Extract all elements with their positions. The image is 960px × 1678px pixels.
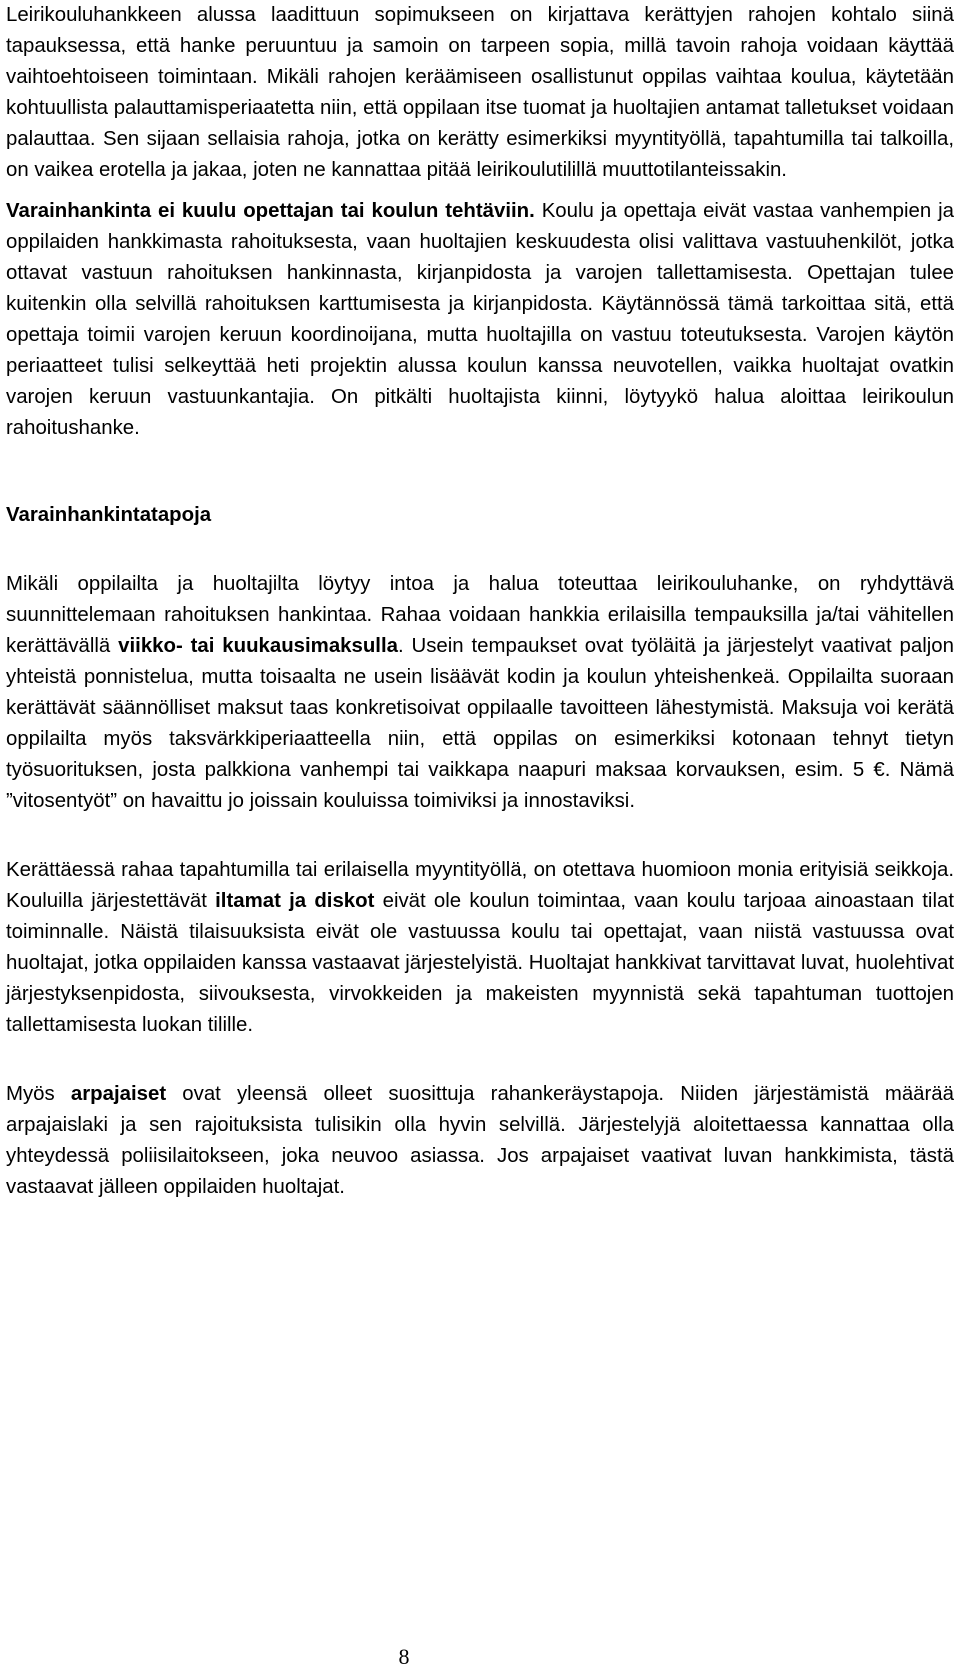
- heading-gap: [6, 531, 954, 569]
- paragraph-fundraising-methods: [6, 569, 954, 817]
- paragraph-text: . Usein tempaukset ovat työläitä ja järjestelyt vaativat paljon yhteistä ponnistelua, mutta toisaalta ne usein lisäävät kodin ja koulun yhteishenkeä. Oppilailta suoraan kerättävät säännölliset maksut taas konkretisoivat oppilaalle tavoitteen lähestymistä. Maksuja voi kerätä oppilailta myös taksvärkkiperiaatteella niin, että oppilas on esimerkiksi kotonaan tehnyt tietyn työsuorituksen, josta palkkiona vanhempi tai vaikkapa naapuri maksaa korvauksen, esim. 5 €. Nämä ”vitosentyöt” on havaittu jo joissain kouluissa toimiviksi ja innostaviksi.: [6, 635, 954, 812]
- paragraph-fundraising-responsibility: [6, 196, 954, 444]
- paragraph-text: Koulu ja opettaja eivät vastaa vanhempien ja oppilaiden hankkimasta rahoituksesta, vaan huoltajien keskuudesta olisi valittava vastuuhenkilöt, jotka ottavat vastuun rahoituksen hankinnasta, kirjanpidosta ja varojen tallettamisesta. Opettajan tulee kuitenkin olla selvillä rahoituksen karttumisesta ja kirjanpidosta. Käytännössä tämä tarkoittaa sitä, että opettaja toimii varojen keruun koordinoijana, mutta huoltajilla on vastuu toteutuksesta. Varojen käytön periaatteet tulisi selkeyttää heti projektin alussa koulun kanssa neuvotellen, vaikka huoltajat ovatkin varojen keruun vastuunkantajia. On pitkälti huoltajista kiinni, löytyykö halua aloittaa leirikoulun rahoitushanke.: [6, 200, 954, 439]
- paragraph-gap: [6, 186, 954, 196]
- paragraph-gap: [6, 817, 954, 855]
- bold-phrase: viikko- tai kuukausimaksulla: [118, 635, 398, 657]
- bold-phrase: iltamat ja diskot: [215, 890, 375, 912]
- paragraph-text: Myös: [6, 1083, 71, 1105]
- paragraph-refund-agreement: [6, 0, 954, 186]
- paragraph-text: eivät ole koulun toimintaa, vaan koulu tarjoaa ainoastaan tilat toiminnalle. Näistä tilaisuuksista eivät ole vastuussa koulu tai opettajat, vaan niistä vastuussa ovat huoltajat, jotka oppilaiden kanssa vastaavat järjestelyistä. Huoltajat hankkivat tarvittavat luvat, huolehtivat järjestyksenpidosta, siivouksesta, virvokkeiden ja makeisten myynnistä sekä tapahtuman tuottojen tallettamisesta luokan tilille.: [6, 890, 954, 1036]
- section-gap: [6, 444, 954, 500]
- paragraph-text: Mikäli oppilailta ja huoltajilta löytyy intoa ja halua toteuttaa leirikouluhanke, on ryhdyttävä suunnittelemaan rahoituksen hankintaa. Rahaa voidaan hankkia erilaisilla tempauksilla ja/tai vähitellen kerättävällä: [6, 573, 954, 657]
- page-number: 8: [398, 1644, 410, 1669]
- paragraph-gap: [6, 1041, 954, 1079]
- section-heading: Varainhankintatapoja: [6, 504, 212, 526]
- bold-lead-sentence: Varainhankinta ei kuulu opettajan tai koulun tehtäviin.: [6, 200, 535, 222]
- bold-phrase: arpajaiset: [70, 1083, 167, 1105]
- paragraph-text: Kerättäessä rahaa tapahtumilla tai erilaisella myyntityöllä, on otettava huomioon monia erityisiä seikkoja. Kouluilla järjestettävät: [6, 859, 954, 912]
- paragraph-lotteries: [6, 1079, 954, 1203]
- paragraph-events: [6, 855, 954, 1041]
- paragraph-text: ovat yleensä olleet suosittuja rahankeräystapoja. Niiden järjestämistä määrää arpajaislaki ja sen rajoituksista tulisikin olla hyvin selvillä. Järjestelyjä aloitettaessa kannattaa olla yhteydessä poliisilaitokseen, joka neuvoo asiassa. Jos arpajaiset vaativat luvan hankkimista, tästä vastaavat jälleen oppilaiden huoltajat.: [6, 1083, 954, 1198]
- paragraph-text: Leirikouluhankkeen alussa laadittuun sopimukseen on kirjattava kerättyjen rahojen kohtalo siinä tapauksessa, että hanke peruuntuu ja samoin on tarpeen sopia, millä tavoin rahoja voidaan käyttää vaihtoehtoiseen toimintaan. Mikäli rahojen keräämiseen osallistunut oppilas vaihtaa koulua, käytetään kohtuullista palauttamisperiaatetta niin, että oppilaan itse tuomat ja huoltajien antamat talletukset voidaan palauttaa. Sen sijaan sellaisia rahoja, jotka on kerätty esimerkiksi myyntityöllä, tapahtumilla tai talkoilla, on vaikea erotella ja jakaa, joten ne kannattaa pitää leirikoulutilillä muuttotilanteissakin.: [6, 4, 954, 181]
